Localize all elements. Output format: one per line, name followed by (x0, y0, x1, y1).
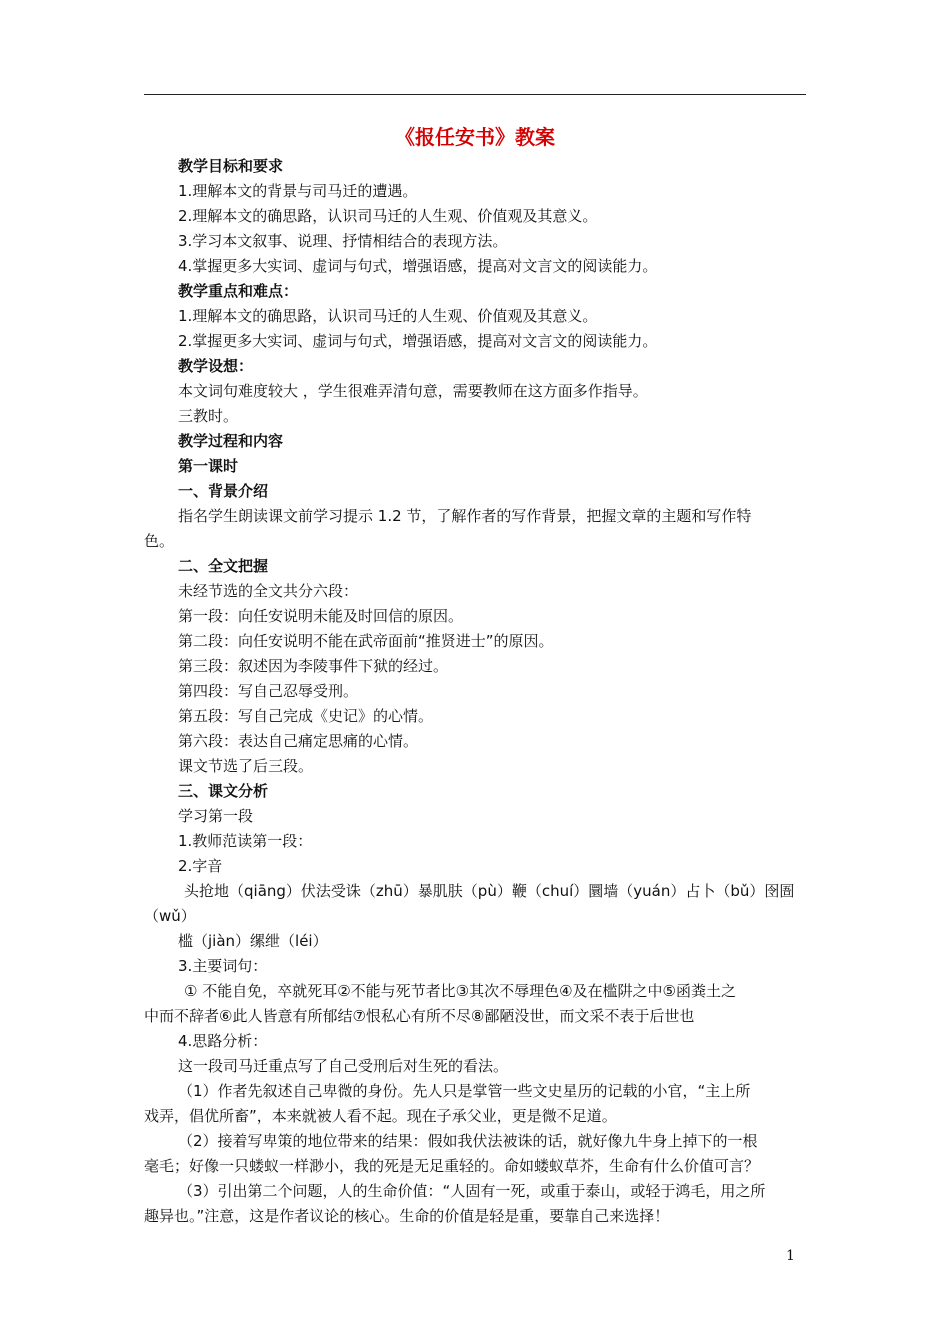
text-line: 4.思路分析： (178, 1032, 268, 1050)
text-line: 3.学习本文叙事、说理、抒情相结合的表现方法。 (178, 232, 508, 250)
section-heading: 第一课时 (178, 457, 239, 475)
text-line: 第五段：写自己完成《史记》的心情。 (178, 707, 434, 725)
text-line: 指名学生朗读课文前学习提示 1.2 节，了解作者的写作背景，把握文章的主题和写作特 (178, 507, 752, 525)
text-line: 1.教师范读第一段： (178, 832, 313, 850)
text-line: 三教时。 (178, 407, 239, 425)
text-line: 4.掌握更多大实词、虚词与句式，增强语感，提高对文言文的阅读能力。 (178, 257, 658, 275)
text-line: 第二段：向任安说明不能在武帝面前“推贤进士”的原因。 (178, 632, 554, 650)
section-heading: 二、全文把握 (178, 557, 269, 575)
text-line: 第三段：叙述因为李陵事件下狱的经过。 (178, 657, 449, 675)
text-line: 这一段司马迁重点写了自己受刑后对生死的看法。 (178, 1057, 509, 1075)
text-line: 学习第一段 (178, 807, 254, 825)
text-line: 第六段：表达自己痛定思痛的心情。 (178, 732, 419, 750)
text-line: （wǔ） (144, 907, 196, 925)
document-lines (144, 154, 806, 1229)
document-title: 《报任安书》教案 (395, 125, 555, 149)
section-heading: 教学目标和要求 (178, 157, 284, 175)
document-body (144, 122, 806, 1229)
text-line: 未经节选的全文共分六段： (178, 582, 359, 600)
section-heading: 教学过程和内容 (178, 432, 284, 450)
text-line: 2.掌握更多大实词、虚词与句式，增强语感，提高对文言文的阅读能力。 (178, 332, 658, 350)
text-line: 2.字音 (178, 857, 223, 875)
text-line: 1.理解本文的确思路，认识司马迁的人生观、价值观及其意义。 (178, 307, 598, 325)
section-heading: 一、背景介绍 (178, 482, 269, 500)
text-line: ① 不能自免，卒就死耳②不能与死节者比③其次不辱理色④及在槛阱之中⑤函粪土之 (184, 982, 737, 1000)
text-line: 第一段：向任安说明未能及时回信的原因。 (178, 607, 464, 625)
text-line: 毫毛；好像一只蝼蚁一样渺小，我的死是无足重轻的。命如蝼蚁草芥，生命有什么价值可言？ (144, 1157, 760, 1175)
text-line: 头抢地（qiāng）伏法受诛（zhū）暴肌肤（pù）鞭（chuí）圜墙（yuán）占卜（bǔ）囹圄 (184, 882, 795, 900)
text-line: 中而不辞者⑥此人皆意有所郁结⑦恨私心有所不尽⑧鄙陋没世，而文采不表于后世也 (144, 1007, 695, 1025)
section-heading: 教学设想： (178, 357, 254, 375)
text-line: 3.主要词句： (178, 957, 268, 975)
text-line: 槛（jiàn）缧绁（léi） (178, 932, 328, 950)
text-line: 课文节选了后三段。 (178, 757, 314, 775)
text-line: （1）作者先叙述自己卑微的身份。先人只是掌管一些文史星历的记载的小官，“主上所 (178, 1082, 751, 1100)
page-number: 1 (786, 1248, 795, 1264)
text-line: 1.理解本文的背景与司马迁的遭遇。 (178, 182, 418, 200)
text-line: 戏弄，倡优所畜”，本来就被人看不起。现在子承父业，更是微不足道。 (144, 1107, 617, 1125)
text-line: 第四段：写自己忍辱受刑。 (178, 682, 359, 700)
text-line: 色。 (144, 532, 175, 550)
section-heading: 教学重点和难点： (178, 282, 299, 300)
text-line: （3）引出第二个问题，人的生命价值：“人固有一死，或重于泰山，或轻于鸿毛，用之所 (178, 1182, 766, 1200)
text-line: 本文词句难度较大 ，学生很难弄清句意，需要教师在这方面多作指导。 (178, 382, 648, 400)
text-line: （2）接着写卑策的地位带来的结果：假如我伏法被诛的话，就好像九牛身上掉下的一根 (178, 1132, 758, 1150)
text-line: 2.理解本文的确思路，认识司马迁的人生观、价值观及其意义。 (178, 207, 598, 225)
header-rule (144, 94, 806, 95)
section-heading: 三、课文分析 (178, 782, 269, 800)
text-line: 趣异也。”注意，这是作者议论的核心。生命的价值是轻是重，要靠自己来选择！ (144, 1207, 670, 1225)
